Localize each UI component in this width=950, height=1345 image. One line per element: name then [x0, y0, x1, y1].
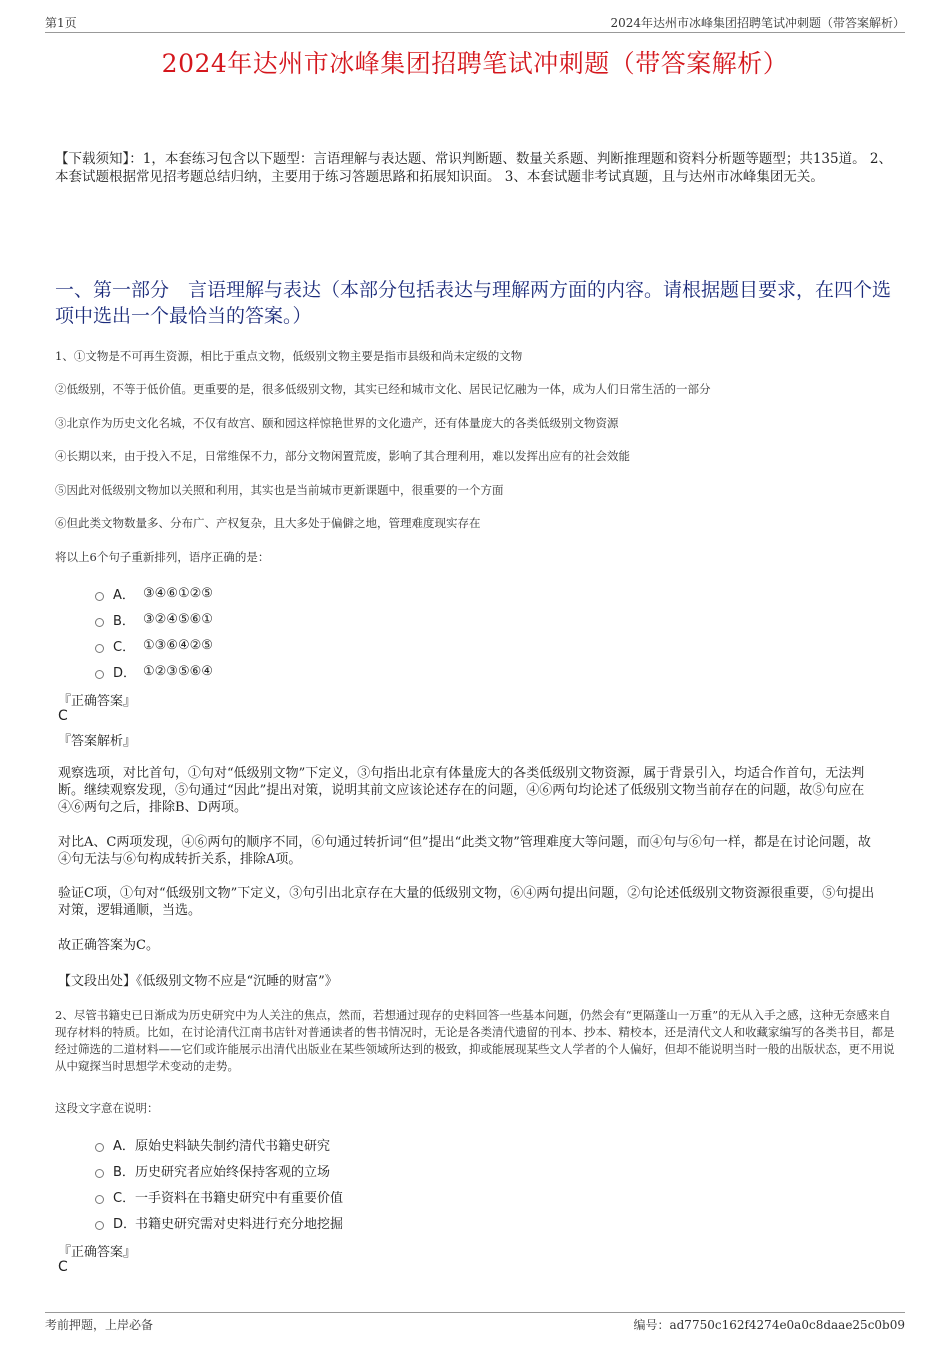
radio-icon[interactable]	[95, 618, 104, 627]
q1-analysis-label: 『答案解析』	[58, 734, 137, 749]
q2-answer-label: 『正确答案』	[58, 1245, 137, 1260]
q2-options	[95, 1131, 343, 1235]
q2-option-d[interactable]	[95, 1209, 343, 1235]
q2-passage: 2、尽管书籍史已日渐成为历史研究中为人关注的焦点，然而，若想通过现存的史料回答一些基本问题，仍然会有“更隔蓬山一万重”的无从入手之感，这种无奈感来自现存材料的特质。比如，在讨论清代江南书店针对普通读者的售书情况时，无论是各类清代遗留的刊本、抄本、精校本，还是清代文人和收藏家编写的各类书目，都是经过筛选的二道材料——它们或许能展示出清代出版业在某些领域所达到的极致，抑或能展现某些文人学者的个人偏好，但却不能说明当时一般的出版状态，更不用说从中窥探当时思想学术变动的走势。	[55, 1008, 895, 1073]
q1-sentence-3: ③北京作为历史文化名城，不仅有故宫、颐和园这样惊艳世界的文化遗产，还有体量庞大的各类低级别文物资源	[55, 416, 619, 430]
radio-icon[interactable]	[95, 1195, 104, 1204]
q2-option-a[interactable]	[95, 1131, 343, 1157]
footer-slogan: 考前押题，上岸必备	[45, 1318, 154, 1332]
option-letter: C．	[113, 639, 136, 655]
page-footer	[45, 1312, 905, 1333]
q1-answer-label: 『正确答案』	[58, 694, 137, 709]
radio-icon[interactable]	[95, 644, 104, 653]
option-letter: A．	[113, 1138, 135, 1154]
option-text: 历史研究者应始终保持客观的立场	[135, 1164, 331, 1180]
radio-icon[interactable]	[95, 670, 104, 679]
option-text: ③④⑥①②⑤	[143, 585, 213, 601]
radio-icon[interactable]	[95, 1169, 104, 1178]
q1-sentence-4: ④长期以来，由于投入不足，日常维保不力，部分文物闲置荒废，影响了其合理利用，难以发挥出应有的社会效能	[55, 449, 630, 463]
q1-sentence-6: ⑥但此类文物数量多、分布广、产权复杂，且大多处于偏僻之地，管理难度现实存在	[55, 516, 481, 530]
option-text: 原始史料缺失制约清代书籍史研究	[135, 1138, 331, 1154]
q1-analysis-3: 验证C项，①句对“低级别文物”下定义，③句引出北京存在大量的低级别文物，⑥④两句提出问题，②句论述低级别文物资源很重要，⑤句提出对策，逻辑通顺，当选。	[58, 886, 875, 918]
q2-prompt: 这段文字意在说明：	[55, 1101, 159, 1115]
option-text: 一手资料在书籍史研究中有重要价值	[135, 1190, 344, 1206]
radio-icon[interactable]	[95, 1221, 104, 1230]
option-letter: B．	[113, 1164, 135, 1180]
q1-analysis-1: 观察选项，对比首句，①句对“低级别文物”下定义，③句指出北京有体量庞大的各类低级别文物资源，属于背景引入，均适合作首句，无法判断。继续观察发现，⑤句通过“因此”提出对策，说明其前文应该论述存在的问题，④⑥两句均论述了低级别文物当前存在的问题，故⑤句应在④⑥两句之后，排除B、D两项。	[58, 766, 865, 815]
q1-source: 【文段出处】《低级别文物不应是“沉睡的财富”》	[58, 974, 338, 989]
q1-analysis-2: 对比A、C两项发现，④⑥两句的顺序不同，⑥句通过转折词“但”提出“此类文物”管理难度大等问题，而④句与⑥句一样，都是在讨论问题，故④句无法与⑥句构成转折关系，排除A项。	[58, 835, 871, 867]
page-number: 第1页	[45, 16, 77, 30]
q1-options	[95, 580, 213, 684]
q2-option-b[interactable]	[95, 1157, 343, 1183]
option-text: ③②④⑤⑥①	[143, 611, 213, 627]
q2-answer: C	[58, 1259, 68, 1275]
option-letter: B．	[113, 613, 135, 629]
radio-icon[interactable]	[95, 1143, 104, 1152]
option-text: ①③⑥④②⑤	[143, 637, 213, 653]
q1-analysis-4: 故正确答案为C。	[58, 938, 159, 953]
q1-sentence-5: ⑤因此对低级别文物加以关照和利用，其实也是当前城市更新课题中，很重要的一个方面	[55, 483, 504, 497]
q1-sentence-1: 1、①文物是不可再生资源，相比于重点文物，低级别文物主要是指市县级和尚未定级的文物	[55, 349, 523, 363]
footer-serial: 编号：ad7750c162f4274e0a0c8daae25c0b09	[633, 1318, 905, 1332]
option-letter: A．	[113, 587, 135, 603]
option-text: ①②③⑤⑥④	[143, 663, 213, 679]
download-notice: 【下载须知】：1，本套练习包含以下题型：言语理解与表达题、常识判断题、数量关系题、判断推理题和资料分析题等题型；共135道。 2、本套试题根据常见招考题总结归纳，主要用于练习答题思路和拓展知识面。 3、本套试题非考试真题，且与达州市冰峰集团无关。	[55, 151, 892, 185]
page-header	[45, 14, 905, 33]
q1-answer: C	[58, 708, 68, 724]
q1-option-d[interactable]	[95, 658, 213, 684]
q1-option-b[interactable]	[95, 606, 213, 632]
radio-icon[interactable]	[95, 592, 104, 601]
q1-option-a[interactable]	[95, 580, 213, 606]
option-text: 书籍史研究需对史料进行充分地挖掘	[135, 1216, 344, 1232]
option-letter: C．	[113, 1190, 136, 1206]
page-title: 2024年达州市冰峰集团招聘笔试冲刺题（带答案解析）	[161, 49, 789, 78]
q1-prompt: 将以上6个句子重新排列，语序正确的是：	[55, 550, 270, 564]
header-doc-title: 2024年达州市冰峰集团招聘笔试冲刺题（带答案解析）	[610, 16, 905, 30]
section-heading: 一、第一部分 言语理解与表达（本部分包括表达与理解两方面的内容。请根据题目要求，在四个选项中选出一个最恰当的答案。）	[55, 279, 892, 327]
q1-option-c[interactable]	[95, 632, 213, 658]
option-letter: D．	[113, 1216, 137, 1232]
option-letter: D．	[113, 665, 137, 681]
q2-option-c[interactable]	[95, 1183, 343, 1209]
q1-sentence-2: ②低级别，不等于低价值。更重要的是，很多低级别文物，其实已经和城市文化、居民记忆融为一体，成为人们日常生活的一部分	[55, 382, 711, 396]
